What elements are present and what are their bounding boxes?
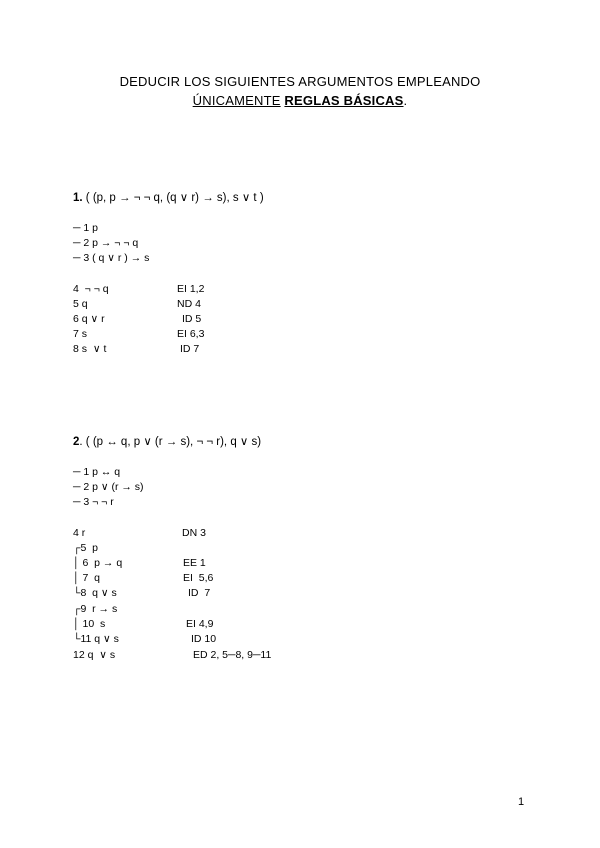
problem-1-number: 1. (73, 192, 83, 204)
proof-step-line: 6 q ∨ r (73, 313, 105, 325)
premise-line: ─ 2 p ∨ (r → s) (73, 481, 144, 493)
premise-line: ─ 1 p (73, 222, 98, 234)
proof-step-line: ┌5 p (73, 542, 98, 554)
proof-step-line: 12 q ∨ s (73, 649, 116, 661)
problem-1-argument: ( (p, p → ¬ ¬ q, (q ∨ r) → s), s ∨ t ) (82, 192, 264, 204)
proof-step-line: 4 r (73, 527, 86, 539)
proof-step-rule: EI 6,3 (177, 328, 205, 340)
proof-step-line: │ 6 p → q (73, 557, 123, 569)
title-period: . (403, 93, 408, 108)
premise-line: ─ 3 ¬ ¬ r (73, 496, 114, 508)
premise-line: ─ 2 p → ¬ ¬ q (73, 237, 139, 249)
premise-line: ─ 1 p ↔ q (73, 466, 121, 478)
proof-step-rule: ID 7 (188, 587, 211, 599)
proof-step-line: 8 s ∨ t (73, 343, 107, 355)
proof-step-line: 4 ¬ ¬ q (73, 283, 109, 295)
proof-step-rule: ID 10 (191, 633, 217, 645)
title-line-2 (0, 93, 600, 108)
proof-step-line: 7 s (73, 328, 88, 340)
proof-step-rule: EI 1,2 (177, 283, 205, 295)
proof-step-rule: ID 5 (182, 313, 202, 325)
problem-1-heading (73, 190, 264, 204)
proof-step-line: │ 7 q (73, 572, 100, 584)
page-number: 1 (518, 796, 525, 808)
problem-2-number: 2 (73, 436, 80, 448)
proof-step-rule: DN 3 (182, 527, 206, 539)
title-bold-phrase: REGLAS BÁSICAS (284, 93, 404, 108)
proof-step-rule: ED 2, 5─8, 9─11 (193, 649, 272, 661)
proof-step-rule: EI 4,9 (186, 618, 214, 630)
proof-step-line: │ 10 s (73, 618, 106, 630)
proof-step-line: └11 q ∨ s (73, 633, 119, 645)
proof-step-line: └8 q ∨ s (73, 587, 117, 599)
proof-step-rule: ND 4 (177, 298, 201, 310)
title-line-1: DEDUCIR LOS SIGUIENTES ARGUMENTOS EMPLEANDO (119, 74, 481, 89)
proof-step-rule: ID 7 (180, 343, 200, 355)
proof-step-rule: EE 1 (183, 557, 206, 569)
title-underlined-word: ÚNICAMENTE (192, 93, 281, 108)
problem-2-heading (73, 434, 261, 448)
premise-line: ─ 3 ( q ∨ r ) → s (73, 252, 150, 264)
proof-step-line: 5 q (73, 298, 88, 310)
problem-2-argument: . ( (p ↔ q, p ∨ (r → s), ¬ ¬ r), q ∨ s) (79, 436, 262, 448)
proof-step-rule: EI 5,6 (183, 572, 214, 584)
proof-step-line: ┌9 r → s (73, 603, 118, 615)
